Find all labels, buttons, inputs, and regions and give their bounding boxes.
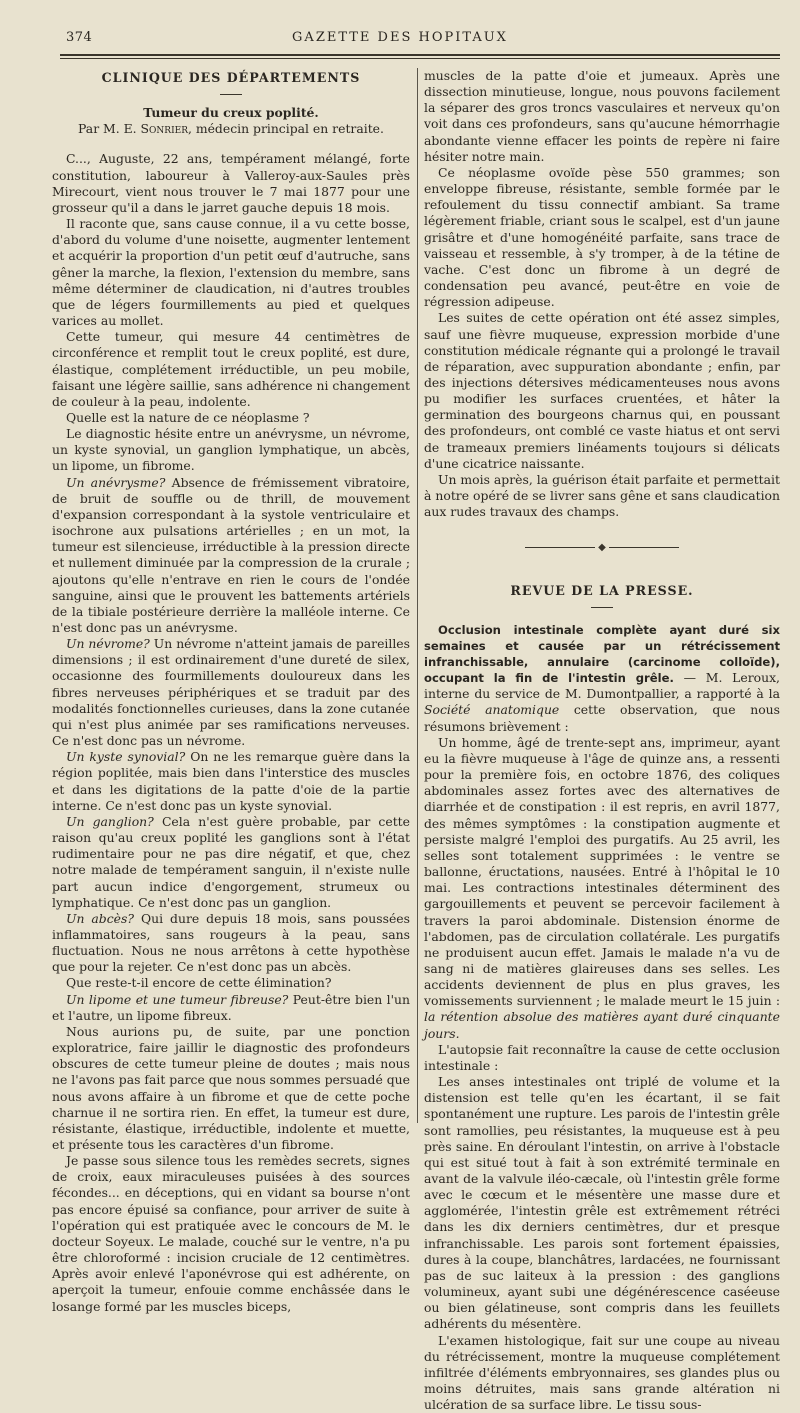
paragraph: Les suites de cette opération ont été assez simples, sauf une fièvre muqueuse, expression morbide d'une constitution médicale régnante qui a prolongé le travail de réparation, avec suppuration abondante ; enfin, par des injections détersives médicamenteuses nous avons pu modifier les surfaces cruentées, et hâter la germination des bourgeons charnus qui, en poussant des profondeurs, ont comblé ce vaste hiatus et ont servi de trameaux premiers linéaments toujours si délicats d'une cicatrice naissante. [424, 310, 780, 471]
paragraph-body: Absence de frémissement vibratoire, de bruit de souffle ou de thrill, de mouvement d'expansion correspondant à la systole ventriculaire et isochrone aux pulsations artérielles ; en un mot, la tumeur est silencieuse, irréductible à la pression directe et nullement diminuée par la compression de la crurale ; ajoutons qu'elle n'entrave en rien le cours de l'ondée sanguine, ainsi que le prouvent les battements artériels de la tibiale postérieure derrière la malléole interne. Ce n'est donc pas un anévrysme. [52, 474, 410, 635]
paragraph [424, 735, 780, 1042]
paragraph: Quelle est la nature de ce néoplasme ? [66, 409, 310, 425]
byline-author: Sonrier [140, 121, 188, 137]
paragraph [52, 992, 410, 1024]
page-header [0, 0, 800, 60]
paragraph-lead: Un anévrysme? [66, 474, 166, 490]
paragraph-lead: Un abcès? [66, 910, 134, 926]
paragraph: Le diagnostic hésite entre un anévrysme, un névrome, un kyste synovial, un ganglion lymphatique, un abcès, un lipome, un fibrome. [52, 426, 410, 474]
paragraph-body: Un homme, âgé de trente-sept ans, imprimeur, ayant eu la fièvre muqueuse à l'âge de quinze ans, a ressenti pour la première fois, en octobre 1876, des coliques abdominales assez fortes avec des alternatives de diarrhée et de constipation : il est repris, en avril 1877, des mêmes symptômes : la constipation augmente et persiste malgré l'emploi des purgatifs. Au 25 avril, les selles sont totalement supprimées : le ventre se ballonne, éructations, nausées. Entré à l'hôpital le 10 mai. Les contractions intestinales déterminent des gargouillements et peuvent se percevoir facilement à travers la paroi abdominale. Distension énorme de l'abdomen, pas de circulation collatérale. Les purgatifs ne produisent aucun effet. Jamais le malade n'a vu de sang ni de matières glaireuses dans ses selles. Les accidents deviennent de plus en plus graves, les vomissements surviennent ; le malade meurt le 15 juin : [424, 734, 780, 1009]
paragraph [52, 749, 410, 814]
paragraph [52, 636, 410, 749]
article-heading-occlusion [424, 622, 780, 735]
title-dash [591, 607, 613, 608]
left-column [52, 68, 410, 1315]
paragraph: Nous aurions pu, de suite, par une ponction exploratrice, faire jaillir le diagnostic des profondeurs obscures de cette tumeur pleine de doutes ; mais nous ne l'avons pas fait parce que nous sommes persuadé que nous avons affaire à un fibrome et que de cette poche charnue il ne sortira rien. En effet, la tumeur est dure, résistante, élastique, irréductible, indolente et muette, et présente tous les caractères d'un fibrome. [52, 1023, 410, 1152]
header-rule [60, 54, 780, 56]
paragraph: Ce néoplasme ovoïde pèse 550 grammes; son enveloppe fibreuse, résistante, semble formée par le refoulement du tissu connectif ambiant. Sa trame légèrement friable, criant sous le scalpel, est d'un jaune grisâtre et d'une homogénéité parfaite, sans trace de vaisseau et ressemble, à s'y tromper, à de la tétine de vache. C'est donc un fibrome à un degré de condensation peu avancé, peut-être en voie de régression adipeuse. [424, 164, 780, 310]
section-title-clinique: CLINIQUE DES DÉPARTEMENTS [101, 70, 361, 85]
intro-end: cette observation, que nous résumons brièvement : [424, 702, 780, 734]
paragraph-italic: la rétention absolue des matières ayant duré cinquante jours. [424, 1009, 780, 1041]
byline [52, 121, 410, 137]
byline-prefix: Par M. E. [78, 121, 141, 137]
paragraph [52, 475, 410, 637]
paragraph-body: Qui dure depuis 18 mois, sans poussées inflammatoires, sans rougeurs à la peau, sans fluctuation. Nous ne nous arrêtons à cette hypothèse que pour la rejeter. Ce n'est donc pas un abcès. [52, 910, 410, 975]
paragraph-body: Un névrome n'atteint jamais de pareilles dimensions ; il est ordinairement d'une dureté de silex, occasionne des fourmillements douloureux dans les fibres nerveuses périphériques et se traduit par des modalités fonctionnelles curieuses, dans la zone cutanée qui n'est plus animée par ses ramifications nerveuses. Ce n'est donc pas un névrome. [52, 636, 410, 749]
paragraph-body: On ne les remarque guère dans la région poplitée, mais bien dans l'interstice des muscles et dans les digitations de la patte d'oie de la partie interne. Ce n'est donc pas un kyste synovial. [52, 749, 411, 813]
paragraph-lead: Un ganglion? [66, 813, 154, 829]
section-title-revue: REVUE DE LA PRESSE. [510, 582, 694, 598]
paragraph: Cette tumeur, qui mesure 44 centimètres de circonférence et remplit tout le creux poplité, est dure, élastique, complétement irréductible, un peu mobile, faisant une légère saillie, sans adhérence ni changement de couleur à la peau, indolente. [52, 329, 410, 409]
paragraph-body: Cela n'est guère probable, par cette raison qu'au creux poplité les ganglions sont à l'état rudimentaire pour ne pas dire négatif, et que, chez notre malade de tempérament sanguin, il n'existe nulle part aucun indice d'engorgement, strumeux ou lymphatique. Ce n'est donc pas un ganglion. [52, 813, 410, 910]
paragraph-lead: Un névrome? [66, 636, 150, 652]
intro-text: — M. Leroux, interne du service de M. Dumontpallier, a rapporté à la [424, 670, 780, 702]
paragraph [52, 911, 410, 976]
paragraph-lead: Un lipome et une tumeur fibreuse? [66, 991, 289, 1007]
header-rule-thin [60, 58, 780, 59]
right-column [424, 68, 780, 1413]
paragraph: Les anses intestinales ont triplé de volume et la distension est telle qu'en les écartant, il se fait spontanément une rupture. Les parois de l'intestin grêle sont ramollies, peu résistantes, la muqueuse est à peu près saine. En déroulant l'intestin, on arrive à l'obstacle qui est situé tout à fait à son extrémité terminale en avant de la valvule iléo-cæcale, où l'intestin grêle forme avec le cœcum et le mésentère une masse dure et agglomérée, l'intestin grêle est extrêmement rétréci dans les dix derniers centimètres, dur et presque infranchissable. Les parois sont fortement épaissies, dures à la coupe, blanchâtres, lardacées, ne fournissant pas de suc laiteux à la pression : des ganglions volumineux, ayant subi une dégénérescence caséeuse ou bien gélatineuse, sont compris dans les feuillets adhérents du mésentère. [424, 1074, 780, 1332]
paragraph [52, 814, 410, 911]
paragraph: Il raconte que, sans cause connue, il a vu cette bosse, d'abord du volume d'une noisette, augmenter lentement et acquérir la proportion d'un petit œuf d'autruche, sans gêner la marche, la flexion, l'extension du membre, sans même déterminer de claudication, ni d'autres troubles que de légers fourmillements au pied et quelques varices au mollet. [52, 216, 410, 329]
running-title: GAZETTE DES HOPITAUX [292, 30, 508, 45]
journal-name: Société anatomique [424, 702, 560, 718]
ornament-divider: ◆ [424, 540, 780, 556]
paragraph: L'examen histologique, fait sur une coupe au niveau du rétrécissement, montre la muqueuse complétement infiltrée d'éléments embryonnaires, ses glandes plus ou moins détruites, mais sans grande altération ni ulcération de sa surface libre. Le tissu sous- [424, 1332, 780, 1413]
byline-suffix: , médecin principal en retraite. [187, 121, 384, 137]
paragraph: L'autopsie fait reconnaître la cause de cette occlusion intestinale : [424, 1041, 780, 1073]
paragraph: C..., Auguste, 22 ans, tempérament mélangé, forte constitution, laboureur à Valleroy-aux-Saules près Mirecourt, vient nous trouver le 7 mai 1877 pour une grosseur qu'il a dans le jarret gauche depuis 18 mois. [52, 151, 410, 215]
paragraph: Un mois après, la guérison était parfaite et permettait à notre opéré de se livrer sans gêne et sans claudication aux rudes travaux des champs. [424, 471, 780, 520]
column-divider [417, 68, 418, 1123]
paragraph: Que reste-t-il encore de cette élimination? [66, 975, 332, 991]
title-dash [220, 94, 242, 95]
paragraph: Je passe sous silence tous les remèdes secrets, signes de croix, eaux miraculeuses puisées à des sources fécondes... en déceptions, qui en vidant sa bourse n'ont pas encore épuisé sa confiance, pour arriver de suite à l'opération qui est pratiquée avec le concours de M. le docteur Soyeux. Le malade, couché sur le ventre, n'a pu être chloroformé : incision cruciale de 12 centimètres. Après avoir enlevé l'aponévrose qui est adhérente, on aperçoit la tumeur, enfouie comme enchâssée dans le losange formé par les muscles biceps, [52, 1153, 410, 1314]
article-title-tumeur: Tumeur du creux poplité. [143, 105, 319, 121]
paragraph: muscles de la patte d'oie et jumeaux. Après une dissection minutieuse, longue, nous pouvons facilement la séparer des gros troncs vasculaires et nerveux qu'on voit dans ces profondeurs, sans qu'aucune hémorrhagie abondante vienne effacer les points de repère ni faire hésiter notre main. [424, 68, 780, 164]
article-title-occlusion: Occlusion intestinale complète ayant duré six semaines et causée par un rétrécissement infranchissable, annulaire (carcinome colloïde), occupant la fin de l'intestin grêle. [424, 622, 780, 686]
paragraph-body: Peut-être bien l'un et l'autre, un lipome fibreux. [52, 991, 410, 1023]
page-number: 374 [66, 30, 93, 45]
paragraph-lead: Un kyste synovial? [66, 749, 186, 765]
